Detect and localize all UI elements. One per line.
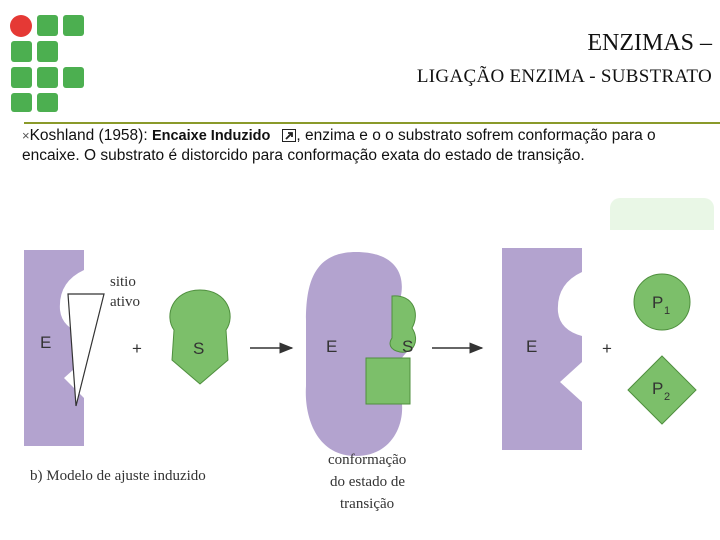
plus-sign-2: + [602,339,612,358]
enzyme-free [502,248,582,450]
description-text: , enzima e o o substrato sofrem conformação para o encaixe. O substrato é distorcido para conformação exata do estado de transição. [22,127,656,164]
transition-label-line3: transição [340,496,395,512]
slide-title: ENZIMAS – [587,30,712,56]
institution-logo [8,14,84,112]
substrate-label: S [193,339,205,358]
diagram-caption: b) Modelo de ajuste induzido [30,468,206,484]
title-divider [24,122,720,124]
body-paragraph [22,126,702,165]
product-2-label: P [652,379,664,398]
enzyme-complex [306,252,412,456]
transition-label-line2: do estado de [330,474,405,490]
plus-sign-1: + [132,339,142,358]
complex-enzyme-label: E [326,337,338,356]
site-label-line1: sitio [110,274,136,290]
bold-term: Encaixe Induzido [151,128,271,144]
slide-title-block [417,28,712,90]
free-enzyme-label: E [526,337,538,356]
product-2-subscript: 2 [664,391,671,403]
enzyme-label: E [40,333,52,352]
product-1-subscript: 1 [664,305,671,317]
bullet-icon: × [22,128,30,143]
external-link-icon[interactable] [282,129,296,142]
lead-text: Koshland (1958): [29,127,152,144]
site-label-line2: ativo [110,294,140,310]
substrate [170,290,230,384]
slide-subtitle: LIGAÇÃO ENZIMA - SUBSTRATO [416,66,712,87]
complex-substrate-label: S [402,337,414,356]
transition-label-line1: conformação [328,452,407,468]
product-1-label: P [652,293,664,312]
induced-fit-diagram [0,210,720,540]
